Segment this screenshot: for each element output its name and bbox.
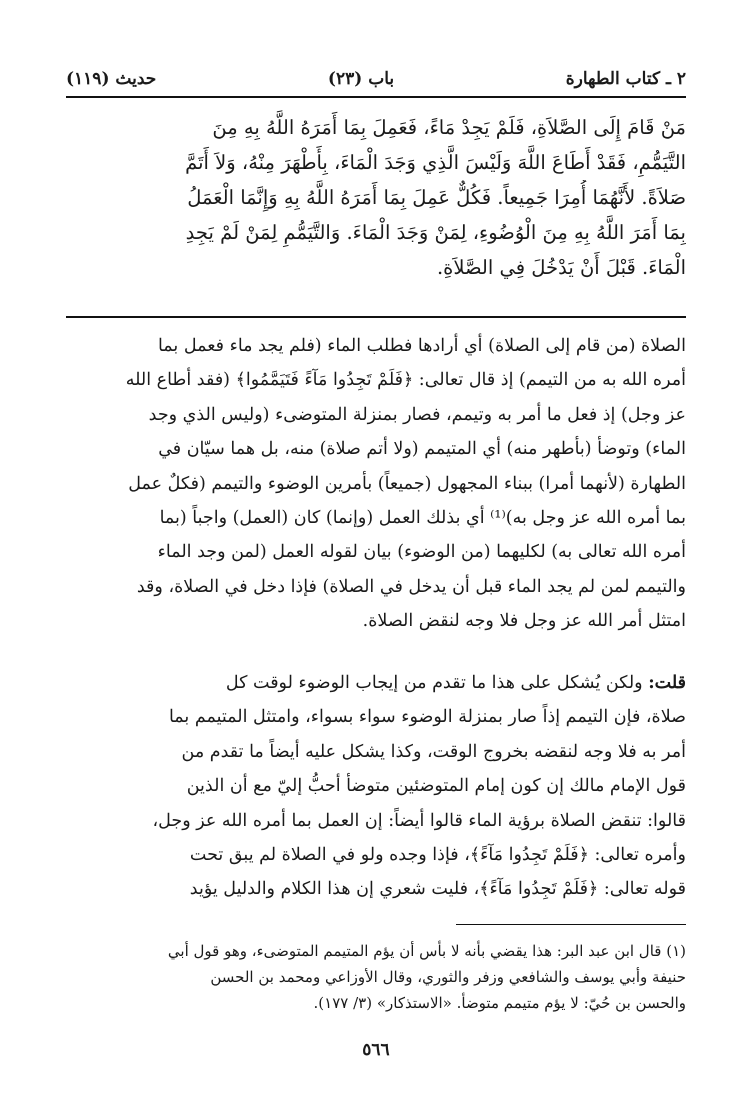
commentary-line: أمره الله به من التيمم) إذ قال تعالى: ﴿فَلَمْ تَجِدُوا مَآءً فَتَيَمَّمُوا﴾ (فقد أطاع الله [125,370,686,391]
footnote-line: حنيفة وأبي يوسف والشافعي وزفر والثوري، وقال الأوزاعي ومحمد بن الحسن [210,968,686,986]
header-hadith-number: (١١٩) حديث [66,69,157,89]
author-note-line: صلاة، فإن التيمم إذاً صار بمنزلة الوضوء سواء بسواء، وامتثل المتيمم بما [168,707,686,728]
footnote-divider [456,924,686,925]
author-note-line: أمر به فلا وجه لنقضه بخروج الوقت، وكذا يشكل عليه أيضاً ما تقدم من [181,741,686,762]
footnotes [66,938,686,1016]
commentary-line: الماء) وتوضأ (بأطهر منه) أي المتيمم (ولا أتم صلاة) منه، بل هما سيّان في [158,439,686,460]
commentary-line: عز وجل) إذ فعل ما أمر به وتيمم، فصار بمنزلة المتوضىء (وليس الذي وجد [148,404,686,425]
page-number: ٥٦٦ [362,1040,390,1060]
author-note-line: قول الإمام مالك إن كون إمام المتوضئين متوضأ أحبُّ إليّ مع أن الذين [186,776,686,797]
commentary-line: والتيمم لمن لم يجد الماء قبل أن يدخل في الصلاة) فإذا دخل في الصلاة، وقد [136,576,686,597]
author-note-line [66,666,686,700]
footnote-line: (١) قال ابن عبد البر: هذا يقضي بأنه لا بأس أن يؤم المتيمم المتوضىء، وهو قول أبي [167,942,686,960]
commentary-line: أمره الله تعالى به) لكليهما (من الوضوء) بيان لقوله العمل (لمن وجد الماء [157,542,686,563]
author-note-line: قوله تعالى: ﴿فَلَمْ تَجِدُوا مَآءً﴾، فليت شعري إن هذا الكلام والدليل يؤيد [189,879,686,900]
commentary-line: الصلاة (من قام إلى الصلاة) أي أرادها فطلب الماء (فلم يجد ماء فعمل بما [157,336,686,356]
footnote-line: والحسن بن حُيّ: لا يؤم متيمم متوضأ. «الاستذكار» (٣/ ١٧٧). [313,994,686,1012]
commentary-line: الطهارة (لأنهما أمرا) ببناء المجهول (جميعاً) بأمرين الوضوء والتيمم (فكلٌ عمل [128,473,686,494]
author-note-line: قالوا: تنقض الصلاة برؤية الماء قالوا أيضاً: إن العمل بما أمره الله عز وجل، [152,810,686,831]
hadith-line: الْمَاءَ. قَبْلَ أَنْ يَدْخُلَ فِي الصَّلاَةِ. [436,256,686,279]
header-book-title: ٢ ـ كتاب الطهارة [565,69,686,89]
hadith-text [66,110,686,285]
hadith-line: التَّيَمُّمِ، فَقَدْ أَطَاعَ اللَّهَ وَلَيْسَ الَّذِي وَجَدَ الْمَاءَ، بِأَطْهَرَ مِنْهُ، وَلاَ أَتَمَّ [185,151,686,174]
hadith-line: صَلاَةً. لأَنَّهُمَا أُمِرَا جَمِيعاً. فَكُلٌّ عَمِلَ بِمَا أَمَرَهُ اللَّهُ بِهِ وَإِنَّمَا الْعَمَلُ [187,186,686,209]
commentary-text [66,329,686,639]
commentary-line: بما أمره الله عز وجل به)⁽¹⁾ أي بذلك العمل (وإنما) كان (العمل) واجباً (بما [159,508,686,529]
commentary-line: امتثل أمر الله عز وجل فلا وجه لنقض الصلاة. [362,611,686,632]
author-note-first-line: ولكن يُشكل على هذا ما تقدم من إيجاب الوضوء لوقت كل [225,673,643,693]
author-note-label: قلت: [648,673,686,693]
section-divider [66,316,686,318]
author-note [66,666,686,907]
author-note-line: وأمره تعالى: ﴿فَلَمْ تَجِدُوا مَآءً﴾، فإذا وجده ولو في الصلاة لم يبق تحت [189,845,686,866]
hadith-line: بِمَا أَمَرَ اللَّهُ بِهِ مِنَ الْوُضُوءِ، لِمَنْ وَجَدَ الْمَاءَ. وَالتَّيَمُّمِ لِمَنْ لَمْ يَجِدِ [185,221,686,244]
hadith-line: مَنْ قَامَ إِلَى الصَّلاَةِ، فَلَمْ يَجِدْ مَاءً، فَعَمِلَ بِمَا أَمَرَهُ اللَّهُ بِهِ مِنَ [212,116,686,139]
header-chapter-number: (٢٣) باب [327,69,395,89]
running-header [66,62,686,98]
